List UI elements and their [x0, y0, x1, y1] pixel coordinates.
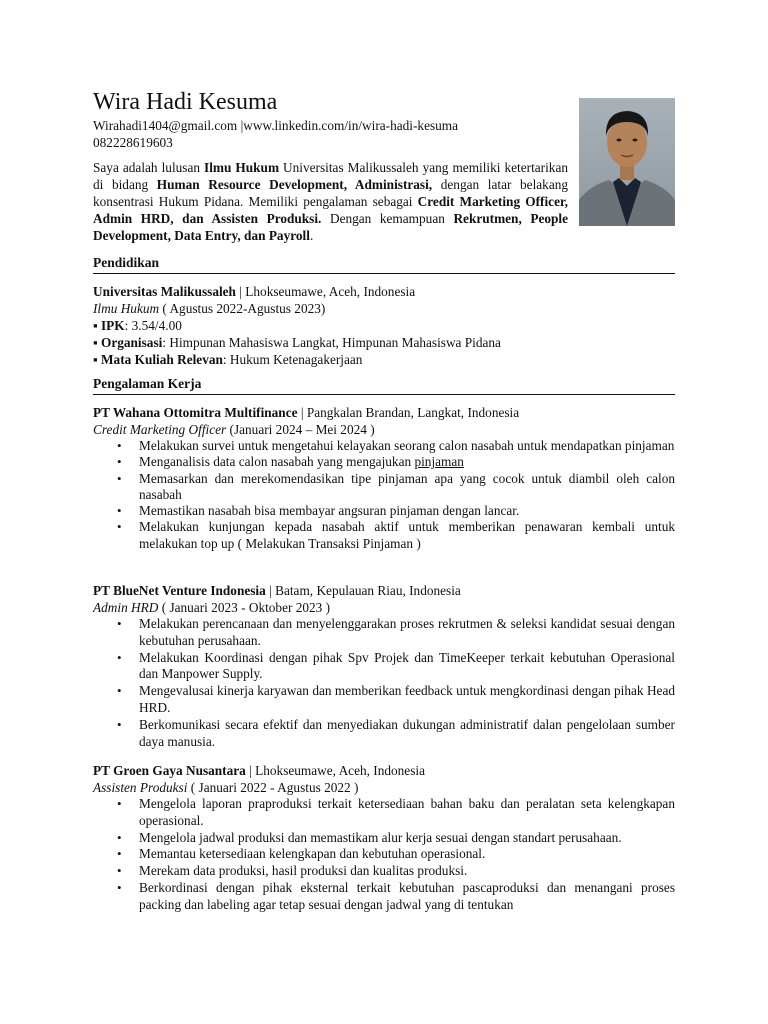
duty-text: Menganalisis data calon nasabah yang mengajukan: [139, 454, 415, 470]
bullet-icon: •: [117, 879, 122, 895]
education-item-label: Organisasi: [101, 335, 163, 350]
section-title-experience: Pengalaman Kerja: [93, 375, 675, 395]
job-duties-list: [93, 616, 675, 750]
contact-phone: 082228619603: [93, 135, 173, 150]
contact-info: [93, 117, 458, 151]
job-role: Assisten Produksi: [93, 780, 188, 795]
list-item: [93, 616, 675, 650]
education-item: [93, 317, 675, 334]
underlined-word: pinjaman: [414, 454, 464, 470]
job-role-line: [93, 421, 675, 438]
list-item: [93, 503, 675, 519]
job-location: | Lhokseumawe, Aceh, Indonesia: [245, 763, 425, 778]
duty-text: Mengelola laporan praproduksi terkait ketersediaan bahan baku dan peralatan seta kelengkapan operasional.: [139, 796, 675, 828]
job-period: (Januari 2024 – Mei 2024 ): [226, 422, 375, 437]
job-company: PT BlueNet Venture Indonesia: [93, 583, 266, 598]
bullet-icon: •: [117, 470, 122, 486]
job-entry: [93, 582, 675, 750]
summary-bold: Rekrutmen, People Development, Data Entry, dan Payroll: [93, 211, 569, 243]
bullet-icon: •: [117, 454, 122, 470]
list-item: [93, 830, 675, 847]
education-school: Universitas Malikussaleh: [93, 284, 236, 299]
job-company-line: [93, 582, 675, 599]
job-location: | Batam, Kepulauan Riau, Indonesia: [265, 583, 461, 598]
job-entry: [93, 762, 675, 914]
education-item-value: : Hukum Ketenagakerjaan: [222, 352, 363, 367]
list-item: [93, 846, 675, 863]
square-bullet-icon: ▪: [93, 318, 98, 333]
bullet-icon: •: [117, 716, 122, 732]
candidate-name: Wira Hadi Kesuma: [93, 89, 278, 115]
duty-text: Melakukan kunjungan kepada nasabah aktif untuk memberikan penawaran kembali untuk melakukan top up ( Melakukan Transaksi Pinjaman ): [139, 519, 675, 551]
duty-text: Memantau ketersediaan kelengkapan dan kebutuhan operasional.: [139, 846, 486, 862]
education-item-label: IPK: [101, 318, 125, 333]
summary-bold: Credit Marketing Officer, Admin HRD, dan Assisten Produksi.: [93, 194, 568, 226]
job-role: Credit Marketing Officer: [93, 422, 227, 437]
bullet-icon: •: [117, 616, 122, 631]
bullet-icon: •: [117, 863, 122, 879]
job-company: PT Wahana Ottomitra Multifinance: [93, 405, 298, 420]
list-item: [93, 454, 675, 470]
education-block: [93, 283, 675, 368]
profile-photo-illustration: [579, 98, 675, 226]
summary-text: .: [309, 228, 314, 243]
duty-text: Berkordinasi dengan pihak eksternal terkait kebutuhan pascaproduksi dan menangani proses packing dan labeling agar tetap sesuai dengan jadwal yang di tentukan: [139, 879, 675, 912]
job-company-line: [93, 404, 675, 421]
bullet-icon: •: [117, 649, 122, 665]
duty-text: Melakukan Koordinasi dengan pihak Spv Projek dan TimeKeeper terkait kebutuhan Operasional dan Manpower Supply.: [139, 649, 675, 682]
bullet-icon: •: [117, 846, 122, 862]
job-entry: [93, 404, 675, 552]
list-item: [93, 519, 675, 552]
section-title-education: Pendidikan: [93, 254, 675, 274]
duty-text: Mengelola jadwal produksi dan memastikam alur kerja sesuai dengan standart perusahaan.: [139, 829, 622, 845]
job-role-line: [93, 779, 675, 796]
bullet-icon: •: [117, 796, 122, 811]
job-company: PT Groen Gaya Nusantara: [93, 763, 246, 778]
list-item: [93, 471, 675, 504]
list-item: [93, 863, 675, 880]
profile-summary: [93, 159, 568, 244]
bullet-icon: •: [117, 519, 122, 535]
list-item: [93, 796, 675, 830]
bullet-icon: •: [117, 829, 122, 845]
job-role-line: [93, 599, 675, 616]
bullet-icon: •: [117, 438, 122, 453]
job-company-line: [93, 762, 675, 779]
job-duties-list: [93, 438, 675, 552]
education-major: Ilmu Hukum: [93, 301, 160, 316]
education-item: [93, 334, 675, 351]
summary-bold: Ilmu Hukum: [204, 160, 280, 175]
duty-text: Merekam data produksi, hasil produksi dan kualitas produksi.: [139, 863, 468, 879]
square-bullet-icon: ▪: [93, 335, 98, 350]
education-item: [93, 351, 675, 368]
duty-text: Berkomunikasi secara efektif dan menyediakan dukungan administratif dalan pengelolaan sumber daya manusia.: [139, 716, 675, 749]
education-school-line: [93, 283, 675, 300]
duty-text: Melakukan perencanaan dan menyelenggarakan proses rekrutmen & seleksi kandidat sesuai dengan kebutuhan perusahaan.: [139, 616, 675, 648]
education-item-value: : Himpunan Mahasiswa Langkat, Himpunan Mahasiswa Pidana: [162, 335, 501, 350]
duty-text: Memastikan nasabah bisa membayar angsuran pinjaman dengan lancar.: [139, 503, 520, 519]
job-duties-list: [93, 796, 675, 914]
duty-text: Mengevalusai kinerja karyawan dan memberikan feedback untuk mengkordinasi dengan pihak Head HRD.: [139, 683, 675, 715]
summary-text: Dengan kemampuan: [321, 211, 454, 226]
summary-text: Universitas Malikussaleh yang memiliki ketertarikan di bidang: [93, 160, 568, 192]
contact-email-linkedin: Wirahadi1404@gmail.com |www.linkedin.com/in/wira-hadi-kesuma: [93, 118, 459, 133]
education-period: ( Agustus 2022-Agustus 2023): [159, 301, 326, 316]
duty-text: Memasarkan dan merekomendasikan tipe pinjaman apa yang cocok untuk diambil oleh calon nasabah: [139, 470, 675, 502]
job-period: ( Januari 2022 - Agustus 2022 ): [187, 780, 359, 795]
summary-text: Saya adalah lulusan: [93, 160, 205, 175]
duty-text: Melakukan survei untuk mengetahui kelayakan seorang calon nasabah untuk mendapatkan pinjaman: [139, 438, 675, 453]
education-item-label: Mata Kuliah Relevan: [101, 352, 223, 367]
education-major-line: [93, 300, 675, 317]
bullet-icon: •: [117, 683, 122, 699]
square-bullet-icon: ▪: [93, 352, 98, 367]
list-item: [93, 683, 675, 717]
list-item: [93, 438, 675, 454]
education-location: | Lhokseumawe, Aceh, Indonesia: [235, 284, 416, 299]
list-item: [93, 880, 675, 914]
summary-text: dengan latar belakang konsentrasi Hukum Pidana. Memiliki pengalaman sebagai: [93, 177, 569, 209]
education-item-value: : 3.54/4.00: [124, 318, 182, 333]
profile-photo: [579, 98, 675, 226]
summary-bold: Human Resource Development, Administrasi,: [156, 177, 433, 192]
bullet-icon: •: [117, 503, 122, 519]
list-item: [93, 717, 675, 751]
job-role: Admin HRD: [93, 600, 159, 615]
job-period: ( Januari 2023 - Oktober 2023 ): [158, 600, 331, 615]
list-item: [93, 650, 675, 684]
job-location: | Pangkalan Brandan, Langkat, Indonesia: [297, 405, 520, 420]
